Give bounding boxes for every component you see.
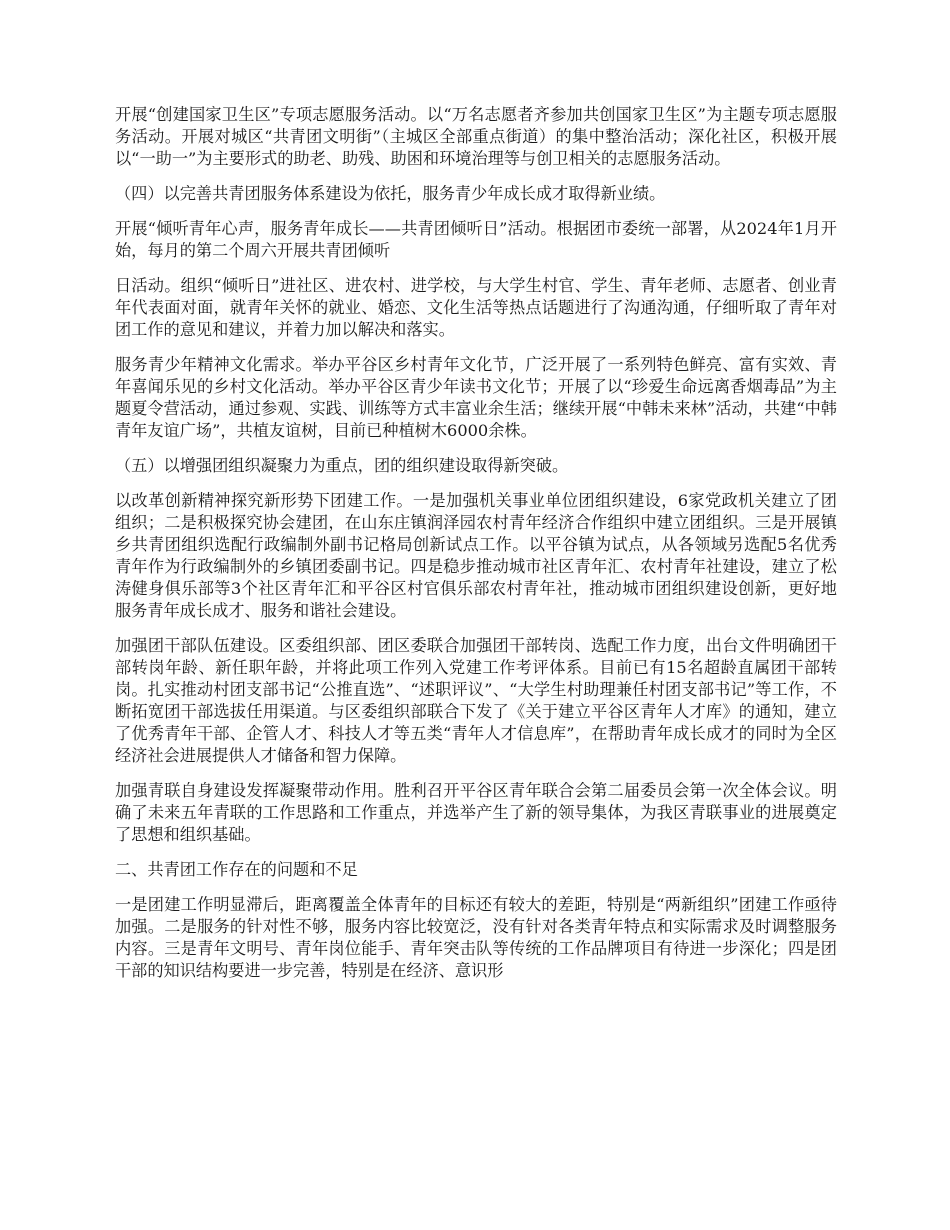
paragraph: 日活动。组织“倾听日”进社区、进农村、进学校，与大学生村官、学生、青年老师、志愿者、创业青年代表面对面，就青年关怀的就业、婚恋、文化生活等热点话题进行了沟通沟通，仔细听取了青年对团工作的意见和建议，并着力加以解决和落实。 (115, 276, 837, 339)
paragraph: 一是团建工作明显滞后，距离覆盖全体青年的目标还有较大的差距，特别是“两新组织”团建工作亟待加强。二是服务的针对性不够，服务内容比较宽泛，没有针对各类青年特点和实际需求及时调整服务内容。三是青年文明号、青年岗位能手、青年突击队等传统的工作品牌项目有待进一步深化；四是团干部的知识结构要进一步完善，特别是在经济、意识形 (115, 895, 837, 980)
document-body (115, 104, 837, 995)
section-heading: 二、共青团工作存在的问题和不足 (115, 860, 358, 879)
paragraph: 以改革创新精神探究新形势下团建工作。一是加强机关事业单位团组织建设，6家党政机关建立了团组织；二是积极探究协会建团，在山东庄镇润泽园农村青年经济合作组织中建立团组织。三是开展镇乡共青团组织选配行政编制外副书记格局创新试点工作。以平谷镇为试点，从各领域另选配5名优秀青年作为行政编制外的乡镇团委副书记。四是稳步推动城市社区青年汇、农村青年社建设，建立了松涛健身俱乐部等3个社区青年汇和平谷区村官俱乐部农村青年社，推动城市团组织建设创新，更好地服务青年成长成才、服务和谐社会建设。 (115, 491, 837, 620)
section-heading: （四）以完善共青团服务体系建设为依托，服务青少年成长成才取得新业绩。 (115, 184, 666, 203)
paragraph: 开展“创建国家卫生区”专项志愿服务活动。以“万名志愿者齐参加共创国家卫生区”为主题专项志愿服务活动。开展对城区“共青团文明街”（主城区全部重点街道）的集中整治活动；深化社区，积极开展以“一助一”为主要形式的助老、助残、助困和环境治理等与创卫相关的志愿服务活动。 (115, 105, 837, 168)
paragraph: 服务青少年精神文化需求。举办平谷区乡村青年文化节，广泛开展了一系列特色鲜亮、富有实效、青年喜闻乐见的乡村文化活动。举办平谷区青少年读书文化节；开展了以“珍爱生命远离香烟毒品”为主题夏令营活动，通过参观、实践、训练等方式丰富业余生活；继续开展“中韩未来林”活动，共建“中韩青年友谊广场”，共植友谊树，目前已种植树木6000余株。 (115, 355, 837, 440)
section-heading: （五）以增强团组织凝聚力为重点，团的组织建设取得新突破。 (115, 456, 569, 475)
paragraph: 加强团干部队伍建设。区委组织部、团区委联合加强团干部转岗、选配工作力度，出台文件明确团干部转岗年龄、新任职年龄，并将此项工作列入党建工作考评体系。目前已有15名超龄直属团干部转岗。扎实推动村团支部书记“公推直选”、“述职评议”、“大学生村助理兼任村团支部书记”等工作，不断拓宽团干部选拔任用渠道。与区委组织部联合下发了《关于建立平谷区青年人才库》的通知，建立了优秀青年干部、企管人才、科技人才等五类“青年人才信息库”，在帮助青年成长成才的同时为全区经济社会进展提供人才储备和智力保障。 (115, 636, 837, 765)
paragraph: 加强青联自身建设发挥凝聚带动作用。胜利召开平谷区青年联合会第二届委员会第一次全体会议。明确了未来五年青联的工作思路和工作重点，并选举产生了新的领导集体，为我区青联事业的进展奠定了思想和组织基础。 (115, 781, 837, 844)
paragraph: 开展“倾听青年心声，服务青年成长——共青团倾听日”活动。根据团市委统一部署，从2024年1月开始，每月的第二个周六开展共青团倾听 (115, 219, 837, 260)
